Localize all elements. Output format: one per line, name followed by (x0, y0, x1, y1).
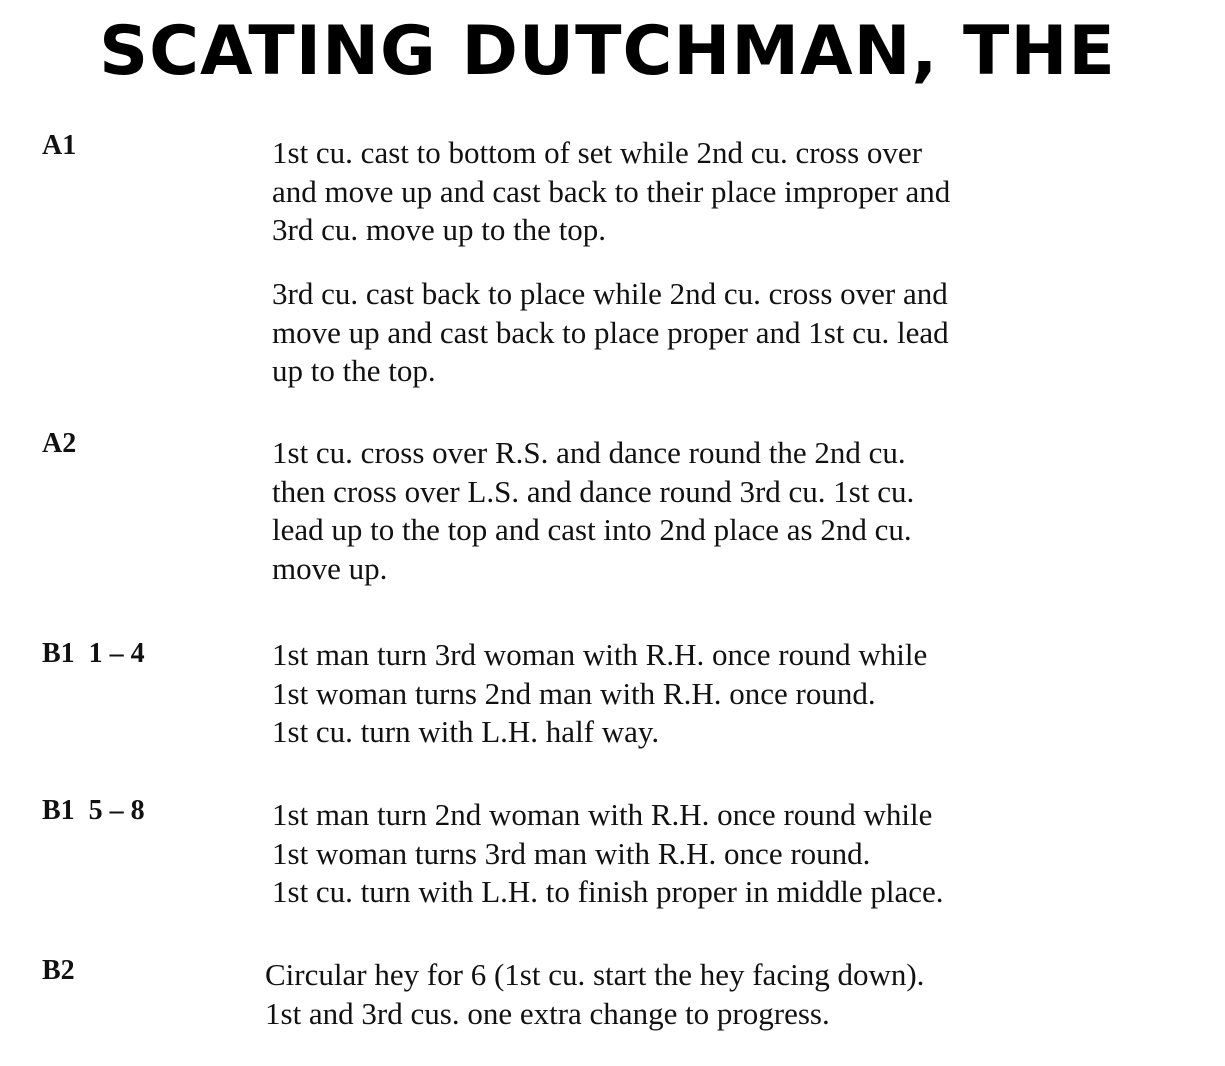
section-b1-1-4-para (272, 636, 1192, 752)
text-line: then cross over L.S. and dance round 3rd cu. 1st cu. (272, 473, 915, 509)
section-a1-para-2 (272, 275, 1192, 391)
text-line: move up. (272, 550, 388, 586)
page-title: SCATING DUTCHMAN, THE (99, 12, 1116, 91)
section-label-b2: B2 (42, 955, 75, 986)
text-line: Circular hey for 6 (1st cu. start the hey facing down). (265, 957, 925, 992)
text-line: 3rd cu. move up to the top. (272, 212, 607, 247)
text-line: 1st and 3rd cus. one extra change to progress. (265, 995, 830, 1031)
section-label-b1-5-8: B1 5 – 8 (42, 795, 145, 826)
section-label-a1: A1 (42, 130, 77, 161)
text-line: 1st man turn 2nd woman with R.H. once round while (272, 797, 933, 832)
section-a2-para (272, 434, 1192, 588)
section-b1-5-8-para (272, 796, 1192, 912)
text-line: 1st man turn 3rd woman with R.H. once round while (272, 637, 928, 672)
section-label-b1-1-4: B1 1 – 4 (42, 638, 145, 669)
text-line: move up and cast back to place proper and 1st cu. lead (272, 314, 949, 350)
section-label-a2: A2 (42, 428, 77, 459)
text-line: 1st woman turns 2nd man with R.H. once round. (272, 675, 876, 711)
text-line: 3rd cu. cast back to place while 2nd cu. cross over and (272, 276, 948, 311)
text-line: 1st cu. cross over R.S. and dance round the 2nd cu. (272, 435, 906, 470)
text-line: and move up and cast back to their place improper and (272, 173, 951, 209)
text-line: 1st cu. turn with L.H. half way. (272, 714, 660, 749)
text-line: 1st woman turns 3rd man with R.H. once round. (272, 835, 871, 871)
section-a1-para-1 (272, 134, 1192, 250)
text-line: up to the top. (272, 353, 436, 388)
text-line: lead up to the top and cast into 2nd place as 2nd cu. (272, 512, 912, 547)
text-line: 1st cu. turn with L.H. to finish proper in middle place. (272, 874, 944, 909)
section-b2-para (265, 956, 1185, 1033)
text-line: 1st cu. cast to bottom of set while 2nd cu. cross over (272, 135, 923, 170)
